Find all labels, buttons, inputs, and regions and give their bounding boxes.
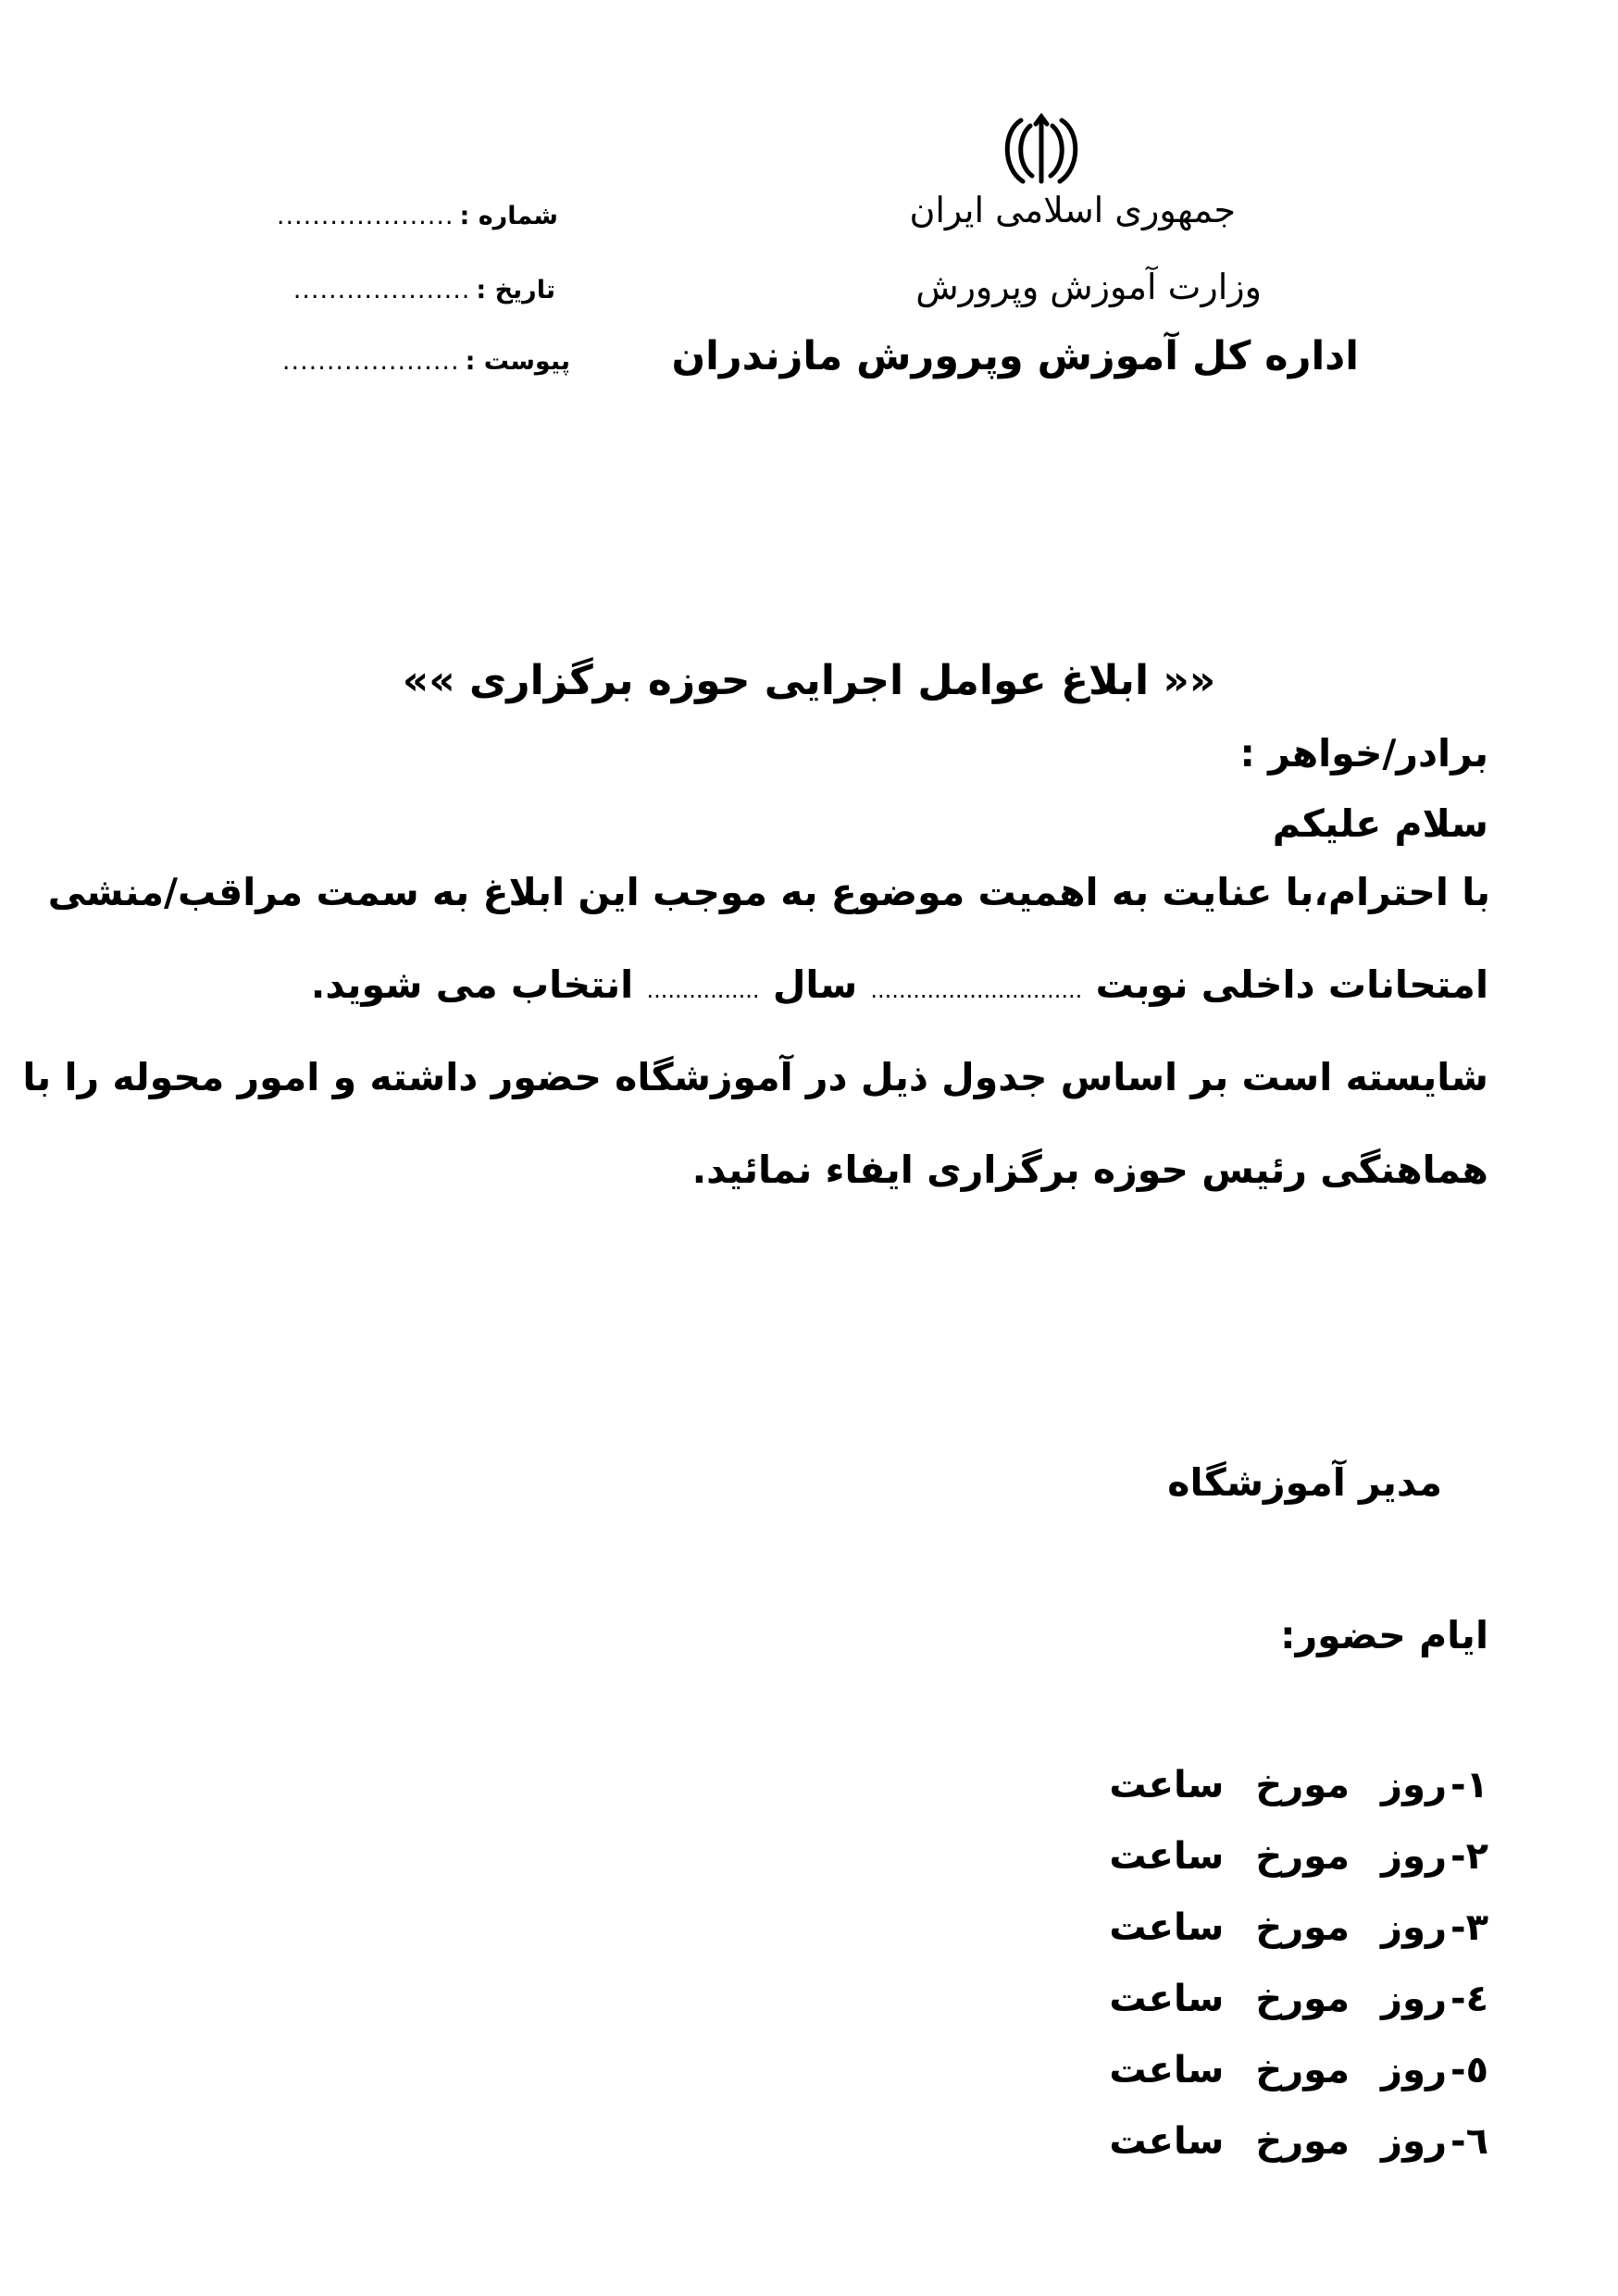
body-line-3: شایسته است بر اساس جدول ذیل در آموزشگاه حضور داشته و امور محوله را با bbox=[22, 1055, 1488, 1099]
letter-title: «« ابلاغ عوامل اجرایی حوزه برگزاری »» bbox=[402, 657, 1216, 704]
republic-heading: جمهوری اسلامی ایران bbox=[909, 190, 1236, 230]
letter-number-field bbox=[277, 202, 558, 230]
day-label: روز bbox=[1381, 1977, 1447, 2020]
iran-emblem-icon bbox=[995, 113, 1088, 187]
letter-attachment-field bbox=[282, 347, 570, 376]
body-line-2-part-1: امتحانات داخلی نوبت bbox=[1095, 962, 1488, 1007]
day-label: روز bbox=[1381, 1905, 1447, 1949]
body-line-4: هماهنگی رئیس حوزه برگزاری ایفاء نمائید. bbox=[691, 1148, 1488, 1192]
time-label: ساعت bbox=[1109, 2048, 1225, 2091]
time-label: ساعت bbox=[1109, 1834, 1225, 1878]
attendance-days-title: ایام حضور: bbox=[1280, 1613, 1488, 1657]
attendance-day-item bbox=[1109, 1963, 1488, 2034]
letter-date-value: .................... bbox=[292, 276, 471, 304]
day-label: روز bbox=[1381, 2048, 1447, 2091]
turn-blank: .............................. bbox=[870, 977, 1083, 1003]
letter-number-value: .................... bbox=[276, 202, 454, 230]
day-number: ۲- bbox=[1450, 1834, 1488, 1878]
letter-date-field bbox=[293, 276, 555, 304]
letter-date-label: تاریخ : bbox=[476, 276, 555, 304]
day-number: ٦- bbox=[1450, 2119, 1488, 2163]
attendance-days-list bbox=[1109, 1749, 1488, 2177]
day-number: ٥- bbox=[1450, 2048, 1488, 2091]
greeting-line: سلام علیکم bbox=[1272, 801, 1488, 846]
year-blank: ................ bbox=[646, 977, 760, 1003]
letter-attachment-value: .................... bbox=[281, 347, 460, 376]
office-heading: اداره کل آموزش وپرورش مازندران bbox=[671, 333, 1359, 379]
date-label: مورخ bbox=[1255, 2048, 1350, 2091]
date-label: مورخ bbox=[1255, 1834, 1350, 1878]
time-label: ساعت bbox=[1109, 2119, 1225, 2163]
date-label: مورخ bbox=[1255, 2119, 1350, 2163]
day-label: روز bbox=[1381, 1763, 1447, 1806]
attendance-day-item bbox=[1109, 2105, 1488, 2177]
letter-attachment-label: پیوست : bbox=[465, 347, 570, 376]
date-label: مورخ bbox=[1255, 1763, 1350, 1806]
ministry-heading: وزارت آموزش وپرورش bbox=[915, 267, 1262, 307]
body-line-2-part-3: انتخاب می شوید. bbox=[310, 962, 634, 1007]
date-label: مورخ bbox=[1255, 1905, 1350, 1949]
time-label: ساعت bbox=[1109, 1763, 1225, 1806]
attendance-day-item bbox=[1109, 1892, 1488, 1963]
day-label: روز bbox=[1381, 1834, 1447, 1878]
addressee-line: برادر/خواهر : bbox=[1239, 731, 1488, 776]
time-label: ساعت bbox=[1109, 1977, 1225, 2020]
date-label: مورخ bbox=[1255, 1977, 1350, 2020]
body-line-1: با احترام،با عنایت به اهمیت موضوع به موجب این ابلاغ به سمت مراقب/منشی bbox=[47, 870, 1490, 914]
day-number: ٤- bbox=[1450, 1977, 1488, 2020]
day-number: ۳- bbox=[1450, 1905, 1488, 1949]
time-label: ساعت bbox=[1109, 1905, 1225, 1949]
attendance-day-item bbox=[1109, 2034, 1488, 2105]
school-manager-signature: مدیر آموزشگاه bbox=[1167, 1460, 1442, 1505]
day-label: روز bbox=[1381, 2119, 1447, 2163]
day-number: ۱- bbox=[1450, 1763, 1488, 1806]
body-line-2-part-2: سال bbox=[772, 962, 858, 1007]
attendance-day-item bbox=[1109, 1749, 1488, 1820]
body-line-2 bbox=[311, 962, 1488, 1007]
letter-number-label: شماره : bbox=[459, 202, 558, 230]
attendance-day-item bbox=[1109, 1820, 1488, 1892]
